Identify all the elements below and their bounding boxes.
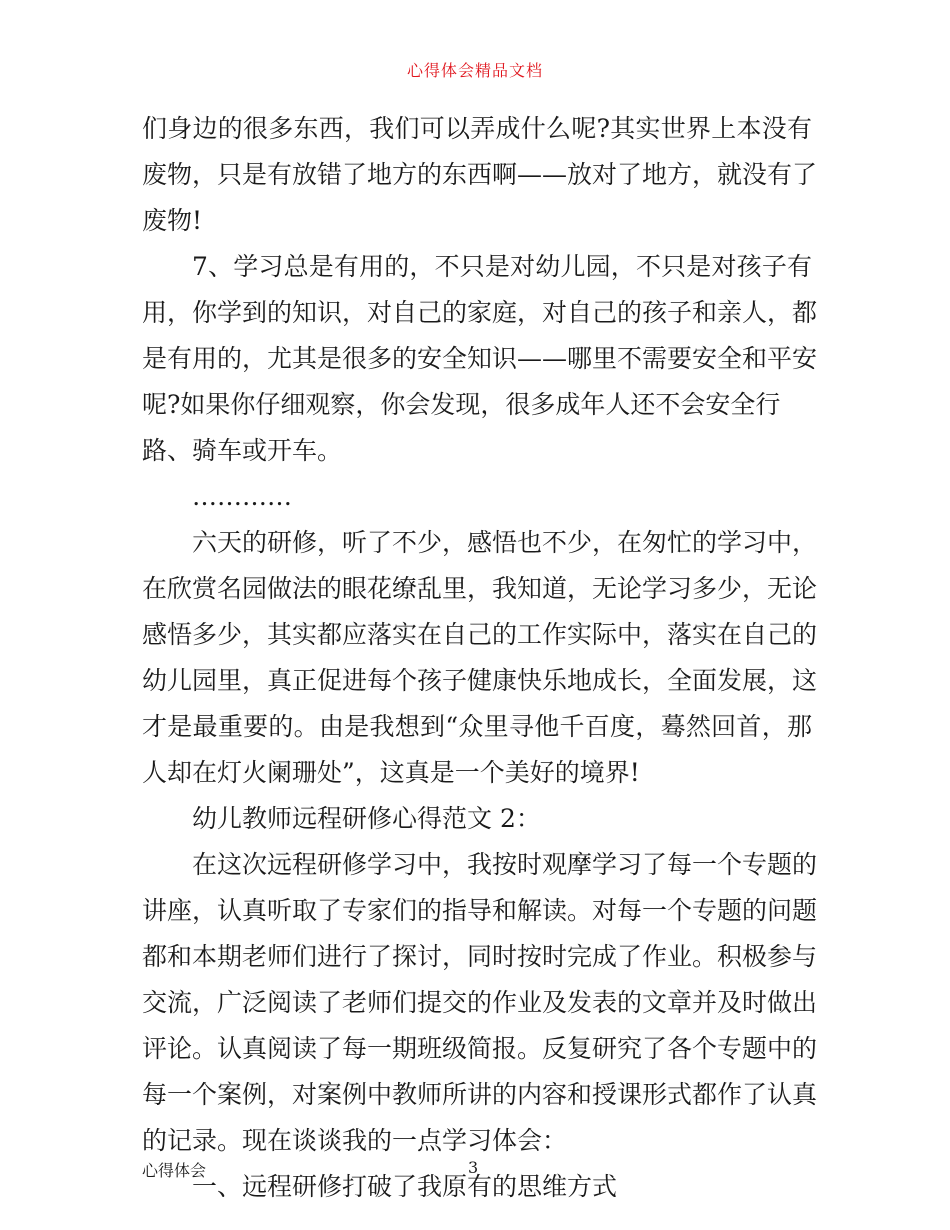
body-line: 在欣赏名园做法的眼花缭乱里，我知道，无论学习多少，无论 — [142, 574, 818, 603]
section-heading: 幼儿教师远程研修心得范文 2： — [192, 804, 541, 833]
body-line: 们身边的很多东西，我们可以弄成什么呢?其实世界上本没有 — [142, 114, 812, 143]
ellipsis-line: ………… — [192, 482, 292, 511]
body-line: 六天的研修，听了不少，感悟也不少，在匆忙的学习中， — [192, 528, 818, 557]
body-line: 呢?如果你仔细观察，你会发现，很多成年人还不会安全行 — [142, 390, 781, 419]
body-line: 才是最重要的。由是我想到“众里寻他千百度，蓦然回首，那 — [142, 712, 812, 741]
document-body — [142, 106, 818, 1210]
body-line: 路、骑车或开车。 — [142, 436, 343, 465]
body-line: 废物! — [142, 206, 203, 235]
body-line: 废物，只是有放错了地方的东西啊——放对了地方，就没有了 — [142, 160, 818, 189]
subsection-heading: 一、远程研修打破了我原有的思维方式 — [192, 1172, 618, 1201]
body-line: 感悟多少，其实都应落实在自己的工作实际中，落实在自己的 — [142, 620, 818, 649]
body-line: 人却在灯火阑珊处”，这真是一个美好的境界! — [142, 758, 640, 787]
body-line: 评论。认真阅读了每一期班级简报。反复研究了各个专题中的 — [142, 1034, 818, 1063]
body-line: 用，你学到的知识，对自己的家庭，对自己的孩子和亲人，都 — [142, 298, 818, 327]
body-line: 交流，广泛阅读了老师们提交的作业及发表的文章并及时做出 — [142, 988, 818, 1017]
page-number: 3 — [468, 1158, 479, 1177]
document-header-title: 心得体会精品文档 — [406, 61, 543, 80]
body-line: 都和本期老师们进行了探讨，同时按时完成了作业。积极参与 — [142, 942, 818, 971]
body-line: 是有用的，尤其是很多的安全知识——哪里不需要安全和平安 — [142, 344, 818, 373]
body-line: 在这次远程研修学习中，我按时观摩学习了每一个专题的 — [192, 850, 818, 879]
body-line: 每一个案例，对案例中教师所讲的内容和授课形式都作了认真 — [142, 1080, 818, 1109]
body-line: 7、学习总是有用的，不只是对幼儿园，不只是对孩子有 — [192, 252, 812, 281]
body-line: 幼儿园里，真正促进每个孩子健康快乐地成长，全面发展，这 — [142, 666, 818, 695]
footer-label: 心得体会 — [142, 1161, 207, 1180]
body-line: 的记录。现在谈谈我的一点学习体会： — [142, 1126, 568, 1155]
body-line: 讲座，认真听取了专家们的指导和解读。对每一个专题的问题 — [142, 896, 818, 925]
